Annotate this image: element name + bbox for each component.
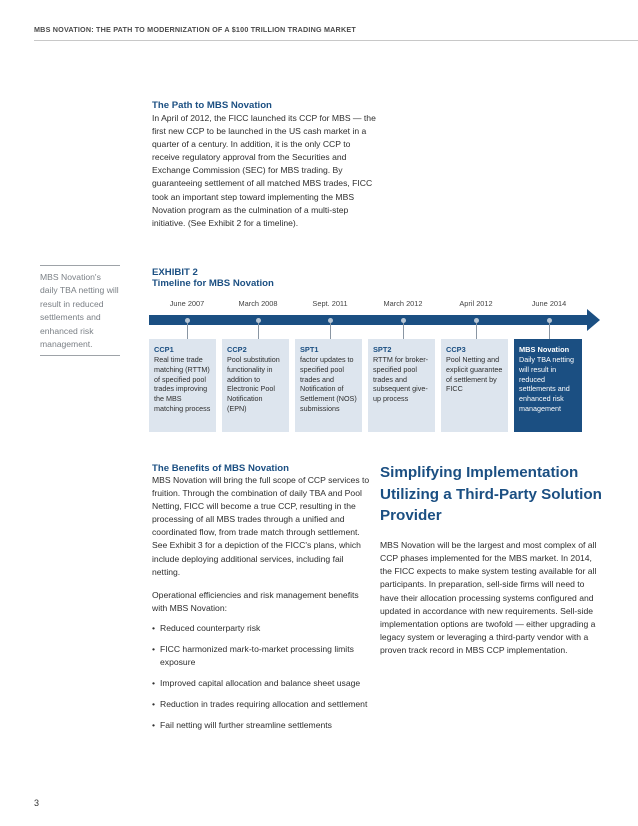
timeline-date: April 2012 — [459, 299, 493, 308]
timeline-date: March 2012 — [383, 299, 423, 308]
milestone-title: CCP3 — [446, 345, 466, 354]
milestone-text: Real time trade matching (RTTM) of specified pool trades improving the MBS matching process — [154, 355, 211, 413]
benefits-paragraph: MBS Novation will bring the full scope of CCP services to fruition. Through the combination of daily TBA and Pool Netting, FICC will become a true CCP, resulting in the processing of all MBS trades through a unified and coordinated flow, from trade match through settlement. See Exhibit 3 for a depiction of the FICC's plans, which include deploying additional services, including fail netting. — [152, 475, 370, 577]
milestone-text: Pool Netting and explicit guarantee of settlement by FICC — [446, 355, 503, 394]
path-section-title: The Path to MBS Novation — [152, 100, 272, 111]
milestone-text: Pool substitution functionality in addition to Electronic Pool Notification (EPN) — [227, 355, 280, 413]
milestone-title: SPT1 — [300, 345, 319, 354]
pull-quote: MBS Novation's daily TBA netting will result in reduced settlements and enhanced risk management. — [40, 265, 120, 356]
path-section — [152, 100, 376, 230]
timeline-marker-icon — [401, 318, 406, 323]
benefits-title: The Benefits of MBS Novation — [152, 463, 289, 474]
timeline-date: March 2008 — [238, 299, 278, 308]
milestone-text: RTTM for broker-specified pool trades and subsequent give-up process — [373, 355, 428, 404]
benefit-bullet: • Fail netting will further streamline settlements — [152, 719, 372, 732]
benefits-paragraph: Operational efficiencies and risk management benefits with MBS Novation: — [152, 589, 359, 613]
milestone-card-ccp3 — [441, 339, 508, 432]
exhibit-title: Timeline for MBS Novation — [152, 278, 274, 289]
timeline-marker-icon — [547, 318, 552, 323]
milestone-title: MBS Novation — [519, 345, 570, 354]
timeline-date: June 2007 — [169, 299, 205, 308]
path-section-body: In April of 2012, the FICC launched its CCP for MBS — the first new CCP to be launched in the US cash market in a quarter of a century. In addition, it is the only CCP to receive regulatory approval from the Securities and Exchange Commission (SEC) for MBS trading. By guaranteeing settlement of all matched MBS trades, FICC took an important step toward implementing the MBS Novation program as the culmination of a multi-step initiative. (See Exhibit 2 for a timeline). — [152, 113, 376, 228]
running-header: MBS NOVATION: THE PATH TO MODERNIZATION OF A $100 TRILLION TRADING MARKET — [34, 25, 356, 34]
benefit-bullet: • Improved capital allocation and balance sheet usage — [152, 677, 372, 690]
milestone-card-ccp2 — [222, 339, 289, 432]
timeline-marker-icon — [185, 318, 190, 323]
milestone-text: Daily TBA netting will result in reduced settlements and enhanced risk management — [519, 355, 575, 413]
page-number: 3 — [34, 798, 40, 808]
milestone-title: CCP1 — [154, 345, 174, 354]
header-divider — [34, 40, 638, 41]
simplifying-section — [380, 462, 602, 658]
timeline-bar — [149, 315, 587, 325]
timeline-marker-icon — [256, 318, 261, 323]
timeline-date: Sept. 2011 — [312, 299, 348, 308]
milestone-card-ccp1 — [149, 339, 216, 432]
milestone-card-mbs-novation — [514, 339, 582, 432]
timeline-date: June 2014 — [531, 299, 567, 308]
milestone-text: factor updates to specified pool trades and Notification of Settlement (NOS) submissions — [300, 355, 357, 413]
benefit-bullet: • Reduced counterparty risk — [152, 622, 372, 635]
simplifying-title: Simplifying Implementation Utilizing a Third-Party Solution Provider — [380, 464, 602, 525]
timeline-arrow-icon — [587, 309, 600, 331]
benefits-section — [152, 463, 372, 741]
milestone-title: SPT2 — [373, 345, 392, 354]
timeline-marker-icon — [474, 318, 479, 323]
benefit-bullet: • FICC harmonized mark-to-market processing limits exposure — [152, 643, 372, 669]
milestone-title: CCP2 — [227, 345, 247, 354]
benefit-bullet: • Reduction in trades requiring allocation and settlement — [152, 698, 372, 711]
milestone-card-spt2 — [368, 339, 435, 432]
simplifying-body: MBS Novation will be the largest and most complex of all CCP phases implemented for the MBS market. In 2014, the FICC expects to make system testing available for all participants. In preparation, sell-side firms will need to have their allocation processing systems configured and updated in accordance with new requirements. Sell-side implementation options are twofold — either upgrading a legacy system or leveraging a third-party vendor with a proven track record in MBS CCP implementation. — [380, 539, 597, 656]
exhibit-label: EXHIBIT 2 — [152, 267, 198, 278]
milestone-card-spt1 — [295, 339, 362, 432]
timeline-marker-icon — [328, 318, 333, 323]
